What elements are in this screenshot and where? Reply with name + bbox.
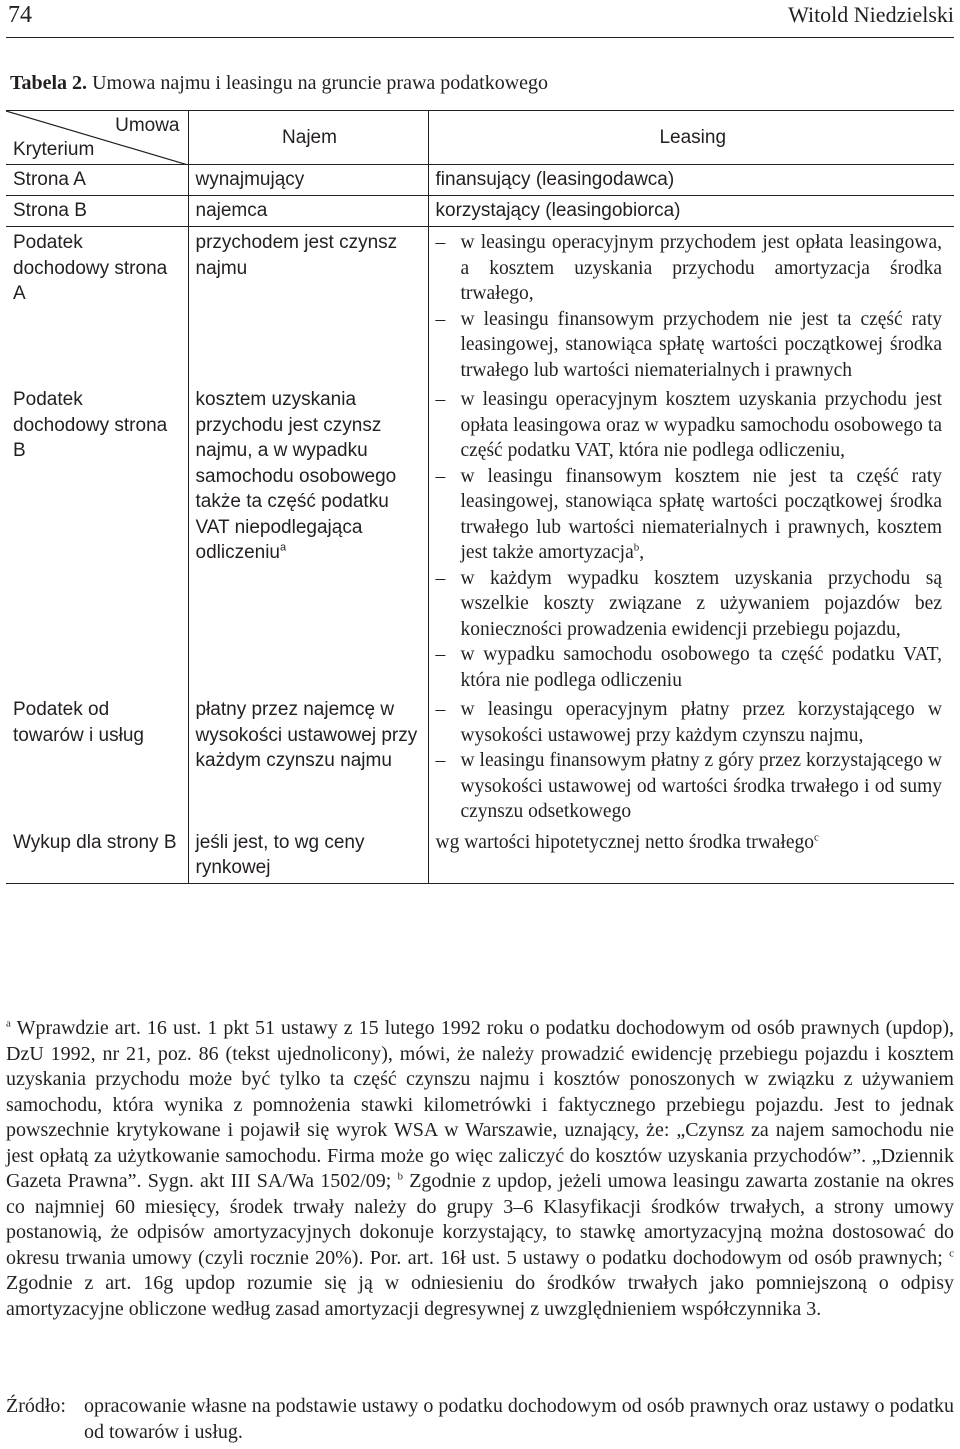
table-row [6, 165, 954, 196]
corner-header-cell [6, 111, 188, 165]
table-row [6, 195, 954, 227]
page-header [6, 0, 954, 30]
leasing-cell: finansujący (leasingodawca) [428, 165, 954, 196]
criterion-cell: Podatek dochodowy strona A [6, 227, 188, 386]
footnote-mark-b: b [397, 1170, 404, 1183]
footnote-ref-b: b [633, 541, 640, 554]
najem-cell: przychodem jest czynsz najmu [188, 227, 428, 386]
caption-title: Umowa najmu i leasingu na gruncie prawa podatkowego [92, 72, 549, 94]
footnote-ref-a: a [280, 541, 287, 554]
najem-cell: jeśli jest, to wg ceny rynkowej [188, 827, 428, 884]
comparison-table [6, 110, 954, 884]
running-header-author: Witold Niedzielski [788, 2, 954, 27]
leasing-list [436, 697, 943, 825]
list-item: – w leasingu operacyjnym przychodem jest opłata leasingowa, a kosztem uzyskania przychodu amortyzacja środka trwałego, [436, 230, 943, 307]
list-item-tail: , [639, 542, 645, 563]
source-text: opracowanie własne na podstawie ustawy o podatku dochodowym od osób prawnych oraz ustawy o podatku od towarów i usług. [84, 1395, 954, 1443]
source-note [6, 1393, 954, 1445]
leasing-text: wg wartości hipotetycznej netto środka trwałego [435, 831, 815, 853]
footnote-mark-c: c [949, 1246, 954, 1259]
leasing-cell [428, 385, 954, 695]
najem-text: kosztem uzyskania przychodu jest czynsz najmu, a w wypadku samochodu osobowego także ta część podatku VAT niepodlegająca odliczeniu [195, 389, 397, 563]
table-row [6, 695, 954, 827]
leasing-list [436, 230, 943, 383]
footnote-mark-a: a [6, 1017, 11, 1030]
source-label: Źródło: [6, 1395, 66, 1417]
criterion-cell: Podatek dochodowy strona B [6, 385, 188, 695]
table-row [6, 385, 954, 695]
criterion-cell: Wykup dla strony B [6, 827, 188, 884]
table-row [6, 227, 954, 386]
footnote-b-text: Zgodnie z updop, jeżeli umowa leasingu zawarta zostanie na okres co najmniej 60 miesięcy, środek trwały należy do grupy 3–6 Klasyfikacji środków trwałych, a strony umowy postanowią, że odpisów amortyzacyjnych dokonuje korzystający, to stawkę amortyzacyjną można dostosować do okresu trwania umowy (czyli rocznie 20%). Por. art. 16ł ust. 5 ustawy o podatku dochodowym od osób prawnych; [6, 1170, 955, 1269]
najem-cell: wynajmujący [188, 165, 428, 196]
column-header-najem: Najem [188, 111, 428, 165]
leasing-cell: korzystający (leasingobiorca) [428, 195, 954, 227]
table-header-row [6, 111, 954, 165]
criterion-cell: Strona A [6, 165, 188, 196]
list-item: – w leasingu operacyjnym kosztem uzyskania przychodu jest opłata leasingowa oraz w wypadku samochodu osobowego ta część podatku VAT, która nie podlega odliczeniu, [436, 387, 943, 464]
table-row [6, 827, 954, 884]
list-item: – w leasingu finansowym płatny z góry przez korzystającego w wysokości ustawowej od wartości środka trwałego i od sumy czynszu odsetkowego [436, 748, 943, 825]
criterion-cell: Strona B [6, 195, 188, 227]
leasing-list [436, 387, 943, 693]
corner-label-umowa: Umowa [115, 115, 180, 136]
list-item: – w wypadku samochodu osobowego ta część podatku VAT, która nie podlega odliczeniu [436, 642, 943, 693]
footnote-a-text: Wprawdzie art. 16 ust. 1 pkt 51 ustawy z 15 lutego 1992 roku o podatku dochodowym od osób prawnych (updop), DzU 1992, nr 21, poz. 86 (tekst ujednolicony), mówi, że należy prowadzić ewidencję przebiegu pojazdu i kosztem uzyskania przychodu może być tylko ta część czynszu najmu i kosztów ponoszonych w związku z używaniem samochodu, która wynika z pomnożenia stawki kilometrówki i faktycznego przebiegu pojazdu. Jest to jednak powszechnie krytykowane i pojawił się wyrok WSA w Warszawie, uznający, że: „Czynsz za najem samochodu nie jest opłatą za użytkowanie samochodu. Firma może go więc zaliczyć do kosztów uzyskania przychodów”. „Dziennik Gazeta Prawna”. Sygn. akt III SA/Wa 1502/09; [6, 1017, 954, 1192]
leasing-cell [428, 227, 954, 386]
list-item-text: w leasingu finansowym kosztem nie jest ta część raty leasingowej, stanowiąca spłatę wartości początkowej środka trwałego lub wartości niematerialnych i prawnych, kosztem jest także amortyzacja [460, 465, 942, 563]
najem-cell: najemca [188, 195, 428, 227]
caption-label: Tabela 2. [10, 72, 88, 94]
najem-cell: płatny przez najemcę w wysokości ustawowej przy każdym czynszu najmu [188, 695, 428, 827]
corner-label-kryterium: Kryterium [13, 139, 95, 160]
najem-cell [188, 385, 428, 695]
footnote-ref-c: c [814, 831, 819, 843]
page-number: 74 [8, 2, 32, 28]
leasing-cell [428, 827, 954, 884]
criterion-cell: Podatek od towarów i usług [6, 695, 188, 827]
table-caption [10, 70, 548, 96]
leasing-cell [428, 695, 954, 827]
list-item [436, 464, 943, 566]
list-item: – w każdym wypadku kosztem uzyskania przychodu są wszelkie koszty związane z używaniem pojazdów bez konieczności prowadzenia ewidencji przebiegu pojazdu, [436, 566, 943, 643]
footnote-c-text: Zgodnie z art. 16g updop rozumie się ją w odniesieniu do środków trwałych jako pomniejszoną o odpisy amortyzacyjne obliczone według zasad amortyzacji degresywnej z uwzględnieniem współczynnika 3. [6, 1272, 954, 1320]
table-footnotes [6, 1016, 954, 1322]
list-item: – w leasingu operacyjnym płatny przez korzystającego w wysokości ustawowej przy każdym czynszu najmu, [436, 697, 943, 748]
column-header-leasing: Leasing [659, 126, 727, 148]
header-rule [6, 37, 954, 38]
list-item: – w leasingu finansowym przychodem nie jest ta część raty leasingowej, stanowiąca spłatę wartości początkowej środka trwałego lub wartości niematerialnych i prawnych [436, 307, 943, 384]
